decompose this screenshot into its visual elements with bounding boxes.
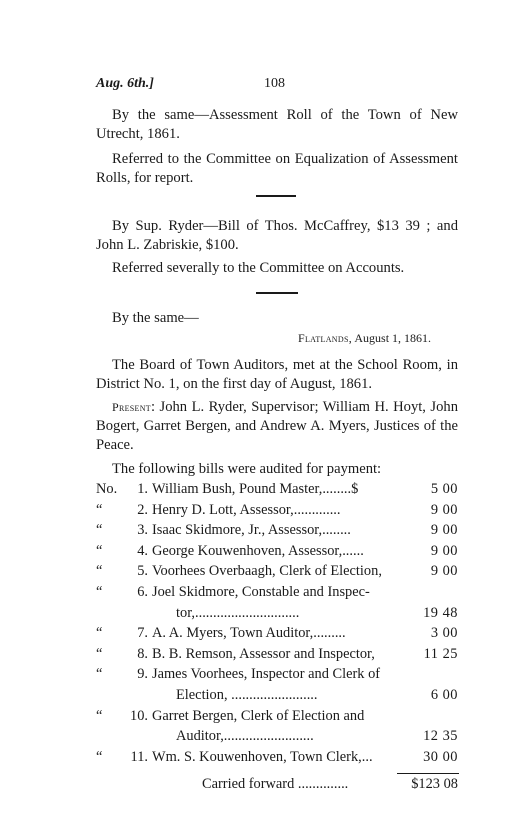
bill-number: 3. xyxy=(137,522,148,539)
bill-number: 2. xyxy=(137,501,148,518)
paragraph-text: Referred to the Committee on Equalization of Assessment Rolls, for report. xyxy=(96,151,458,186)
ditto-mark: “ xyxy=(96,542,103,559)
section-divider xyxy=(256,292,298,294)
ditto-mark: “ xyxy=(96,707,103,724)
paragraph-bills-audited xyxy=(96,460,458,479)
running-head-date: Aug. 6th.] xyxy=(96,76,154,91)
paragraph-text: By the same— xyxy=(112,310,199,326)
bill-number: 4. xyxy=(137,542,148,559)
bill-description: Joel Skidmore, Constable and Inspec- xyxy=(152,584,370,600)
ditto-mark: “ xyxy=(96,645,103,662)
bill-row xyxy=(96,522,462,542)
ditto-mark: No. xyxy=(96,481,118,497)
total-rule xyxy=(397,773,459,774)
paragraph-assessment-roll xyxy=(96,106,458,144)
ditto-mark: “ xyxy=(96,748,103,765)
page-number: 108 xyxy=(264,76,285,91)
ditto-mark: “ xyxy=(96,522,103,539)
ditto-mark: “ xyxy=(96,666,103,683)
bill-row xyxy=(96,481,462,501)
bill-row xyxy=(96,625,462,645)
paragraph-text: By Sup. Ryder—Bill of Thos. McCaffrey, $13 39 ; and John L. Zabriskie, $100. xyxy=(96,218,458,253)
bill-row xyxy=(96,502,462,522)
paragraph-present xyxy=(96,398,458,455)
bill-description: Auditor,......................... xyxy=(176,728,314,745)
carried-forward-amount: $123 08 xyxy=(411,776,458,792)
bill-description: Voorhees Overbaagh, Clerk of Election, xyxy=(152,563,382,580)
bill-amount: 19 48 xyxy=(423,604,458,621)
present-lead: Present xyxy=(112,400,151,414)
bill-row xyxy=(96,749,462,769)
paragraph-referred-accounts xyxy=(96,259,458,278)
bill-amount: 30 00 xyxy=(423,748,458,765)
bill-amount: 5 00 xyxy=(430,481,458,497)
bill-description: tor,............................. xyxy=(176,604,300,621)
ditto-mark: “ xyxy=(96,563,103,580)
paragraph-text: The Board of Town Auditors, met at the School Room, in District No. 1, on the first day of August, 1861. xyxy=(96,357,458,392)
bill-row xyxy=(96,666,462,686)
bill-number: 7. xyxy=(137,625,148,642)
bill-amount: 9 00 xyxy=(430,563,458,580)
bill-number: 5. xyxy=(137,563,148,580)
bill-row xyxy=(96,687,462,707)
bill-amount: 9 00 xyxy=(430,501,458,518)
dateline-place: Flatlands, xyxy=(298,331,353,345)
bill-description: Garret Bergen, Clerk of Election and xyxy=(152,707,365,724)
bill-amount: 3 00 xyxy=(430,625,458,642)
bill-amount: 12 35 xyxy=(423,728,458,745)
paragraph-text: By the same—Assessment Roll of the Town of New Utrecht, 1861. xyxy=(96,107,458,142)
bill-number: 6. xyxy=(137,584,148,600)
paragraph-text: Referred severally to the Committee on Accounts. xyxy=(112,260,405,276)
ditto-mark: “ xyxy=(96,501,103,518)
bill-description: Wm. S. Kouwenhoven, Town Clerk,... xyxy=(152,748,373,765)
bill-description: Henry D. Lott, Assessor,............. xyxy=(152,501,341,518)
bill-description: George Kouwenhoven, Assessor,...... xyxy=(152,542,364,559)
ditto-mark: “ xyxy=(96,625,103,642)
bill-row xyxy=(96,646,462,666)
bill-description: A. A. Myers, Town Auditor,......... xyxy=(152,625,346,642)
bill-number: 11. xyxy=(130,748,148,765)
bill-number: 9. xyxy=(137,666,148,683)
bill-description: James Voorhees, Inspector and Clerk of xyxy=(152,666,381,683)
bill-description: William Bush, Pound Master,........$ xyxy=(152,481,359,497)
bill-row xyxy=(96,728,462,748)
section-divider xyxy=(256,195,296,197)
bill-number: 8. xyxy=(137,645,148,662)
bill-row xyxy=(96,605,462,625)
bill-row xyxy=(96,708,462,728)
dateline xyxy=(298,331,431,346)
paragraph-referred-equalization xyxy=(96,150,458,188)
paragraph-ryder-bill xyxy=(96,217,458,255)
bill-row xyxy=(96,584,462,604)
bill-amount: 6 00 xyxy=(430,687,458,703)
dateline-date: August 1, 1861. xyxy=(354,331,432,345)
bill-row xyxy=(96,543,462,563)
bill-description: Isaac Skidmore, Jr., Assessor,........ xyxy=(152,522,351,539)
paragraph-text: : John L. Ryder, Supervisor; William H. Hoyt, John Bogert, Garret Bergen, and Andrew A. Myers, Justices of the Peace. xyxy=(96,399,458,453)
bill-amount: 9 00 xyxy=(430,542,458,559)
paragraph-by-the-same xyxy=(96,309,458,328)
bill-description: B. B. Remson, Assessor and Inspector, xyxy=(152,645,375,662)
bill-amount: 9 00 xyxy=(430,522,458,539)
bill-amount: 11 25 xyxy=(423,645,458,662)
bill-number: 1. xyxy=(137,481,148,497)
carried-forward-row xyxy=(202,776,462,793)
paragraph-board-of-auditors xyxy=(96,356,458,394)
paragraph-text: The following bills were audited for payment: xyxy=(112,461,382,477)
bill-row xyxy=(96,563,462,583)
carried-forward-label: Carried forward .............. xyxy=(202,776,349,792)
bill-number: 10. xyxy=(130,707,148,724)
ditto-mark: “ xyxy=(96,584,103,600)
bill-description: Election, ........................ xyxy=(176,687,318,703)
